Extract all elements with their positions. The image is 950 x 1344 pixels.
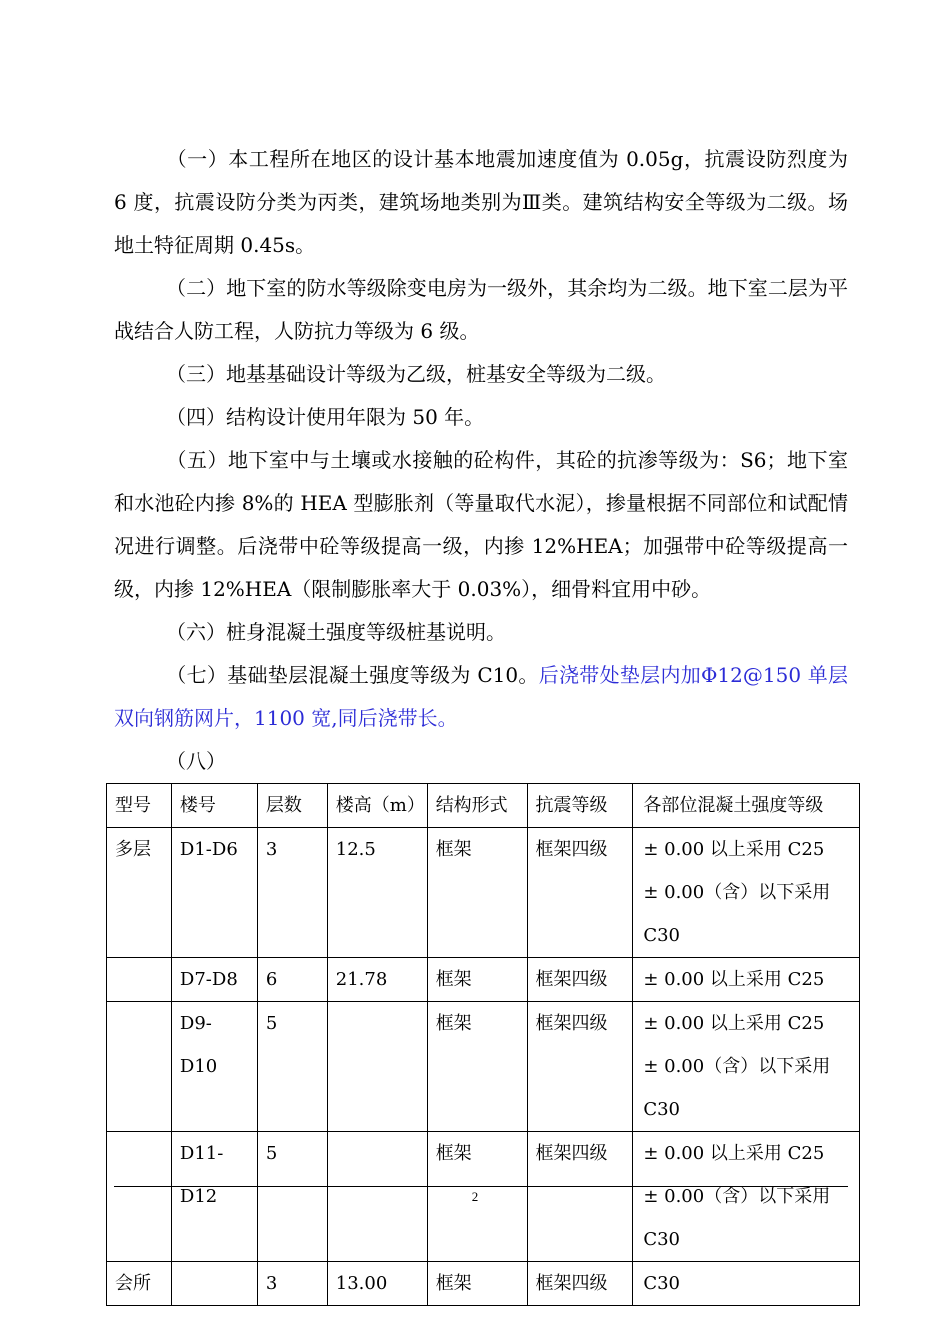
concrete-grade-line: ± 0.00（含）以下采用 C30 bbox=[643, 1186, 831, 1250]
table-cell: 框架 bbox=[427, 828, 527, 958]
paragraph-8 bbox=[114, 740, 848, 783]
table-cell: 会所 bbox=[107, 1262, 172, 1306]
table-row bbox=[107, 1002, 860, 1132]
footer-divider bbox=[114, 1186, 848, 1187]
header-cell: 层数 bbox=[257, 784, 327, 828]
concrete-grade-line: ± 0.00（含）以下采用 C30 bbox=[643, 1056, 831, 1120]
table-cell: 5 bbox=[257, 1002, 327, 1132]
table-cell bbox=[107, 958, 172, 1002]
table-cell: D7-D8 bbox=[171, 958, 257, 1002]
table-cell bbox=[171, 1262, 257, 1306]
paragraph-3-text: （三）地基基础设计等级为乙级，桩基安全等级为二级。 bbox=[166, 362, 666, 386]
table-cell: 框架四级 bbox=[527, 1132, 633, 1262]
concrete-grade-line: ± 0.00 以上采用 C25 bbox=[643, 969, 825, 990]
concrete-grade-line: ± 0.00 以上采用 C25 bbox=[643, 1143, 825, 1164]
concrete-grade-line: C30 bbox=[643, 1273, 681, 1294]
header-cell: 楼号 bbox=[171, 784, 257, 828]
table-cell: 框架 bbox=[427, 958, 527, 1002]
paragraph-4-text: （四）结构设计使用年限为 50 年。 bbox=[166, 405, 485, 429]
concrete-grade-line: ± 0.00 以上采用 C25 bbox=[643, 839, 825, 860]
header-cell: 各部位混凝土强度等级 bbox=[633, 784, 860, 828]
concrete-grade-line: ± 0.00 以上采用 C25 bbox=[643, 1013, 825, 1034]
table-header-row bbox=[107, 784, 860, 828]
paragraph-2-text: （二）地下室的防水等级除变电房为一级外，其余均为二级。地下室二层为平战结合人防工程，人防抗力等级为 6 级。 bbox=[114, 276, 848, 343]
paragraph-3 bbox=[114, 353, 848, 396]
table-row bbox=[107, 958, 860, 1002]
table-cell: 多层 bbox=[107, 828, 172, 958]
table-cell: 21.78 bbox=[327, 958, 427, 1002]
paragraph-2 bbox=[114, 267, 848, 353]
paragraph-7 bbox=[114, 654, 848, 740]
table-row bbox=[107, 1262, 860, 1306]
paragraph-1-text: （一）本工程所在地区的设计基本地震加速度值为 0.05g，抗震设防烈度为 6 度，抗震设防分类为丙类，建筑场地类别为Ⅲ类。建筑结构安全等级为二级。场地土特征周期 0.45s。 bbox=[114, 147, 848, 257]
paragraph-8-text: （八） bbox=[166, 749, 226, 773]
table-cell: 框架 bbox=[427, 1132, 527, 1262]
paragraph-5-text: （五）地下室中与土壤或水接触的砼构件，其砼的抗渗等级为：S6；地下室和水池砼内掺 8%的 HEA 型膨胀剂（等量取代水泥），掺量根据不同部位和试配情况进行调整。后浇带中砼等级提高一级，内掺 12%HEA；加强带中砼等级提高一级，内掺 12%HEA（限制膨胀率大于 0.03%），细骨料宜用中砂。 bbox=[114, 448, 848, 601]
header-cell: 结构形式 bbox=[427, 784, 527, 828]
table-cell: 6 bbox=[257, 958, 327, 1002]
table-cell: 框架四级 bbox=[527, 958, 633, 1002]
table-cell: 框架四级 bbox=[527, 1002, 633, 1132]
table-cell: 13.00 bbox=[327, 1262, 427, 1306]
building-spec-table bbox=[106, 783, 860, 1306]
header-cell: 楼高（m） bbox=[327, 784, 427, 828]
header-cell: 抗震等级 bbox=[527, 784, 633, 828]
paragraph-7-text: （七）基础垫层混凝土强度等级为 C10。 bbox=[166, 663, 539, 687]
table-cell: 框架四级 bbox=[527, 828, 633, 958]
paragraph-6 bbox=[114, 611, 848, 654]
paragraph-1 bbox=[114, 138, 848, 267]
paragraph-5 bbox=[114, 439, 848, 611]
paragraph-7-blue-text: 后浇带处垫层内加Φ12@150 单层双向钢筋网片，1100 宽,同后浇带长。 bbox=[114, 663, 848, 730]
table-cell: 3 bbox=[257, 828, 327, 958]
table-cell: 3 bbox=[257, 1262, 327, 1306]
concrete-grade-cell bbox=[633, 828, 860, 958]
concrete-grade-cell bbox=[633, 1002, 860, 1132]
table-cell: 框架 bbox=[427, 1262, 527, 1306]
page-number: 2 bbox=[471, 1189, 479, 1204]
paragraph-6-text: （六）桩身混凝土强度等级桩基说明。 bbox=[166, 620, 506, 644]
table-cell: 框架四级 bbox=[527, 1262, 633, 1306]
concrete-grade-cell bbox=[633, 1262, 860, 1306]
table-cell: D9-D10 bbox=[171, 1002, 257, 1132]
table-cell bbox=[327, 1002, 427, 1132]
table-row bbox=[107, 828, 860, 958]
table-cell bbox=[107, 1002, 172, 1132]
table-cell: D1-D6 bbox=[171, 828, 257, 958]
table-cell: 5 bbox=[257, 1132, 327, 1262]
concrete-grade-line: ± 0.00（含）以下采用 C30 bbox=[643, 882, 831, 946]
concrete-grade-cell bbox=[633, 958, 860, 1002]
header-cell: 型号 bbox=[107, 784, 172, 828]
table-cell: D11-D12 bbox=[171, 1132, 257, 1262]
table-cell: 框架 bbox=[427, 1002, 527, 1132]
table-cell: 12.5 bbox=[327, 828, 427, 958]
paragraph-4 bbox=[114, 396, 848, 439]
